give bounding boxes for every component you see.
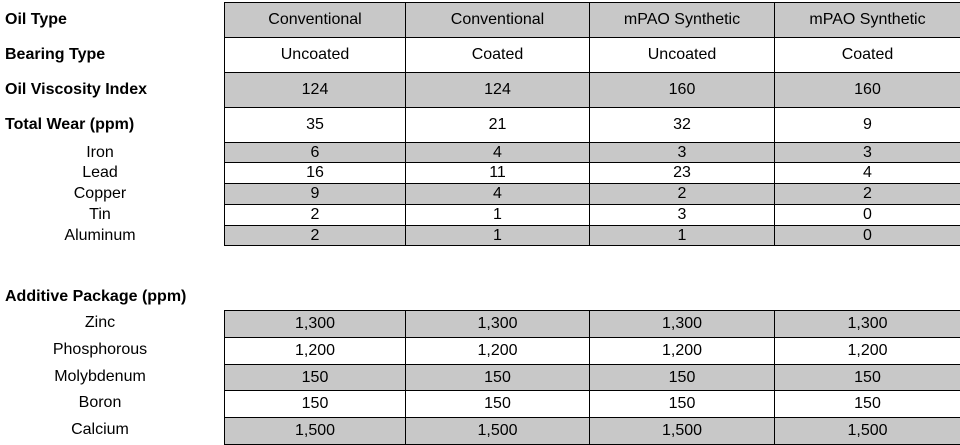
cell: 3: [590, 143, 775, 163]
cell: Conventional: [225, 3, 406, 38]
cell: 23: [590, 163, 775, 184]
cell: 160: [590, 73, 775, 108]
cell: 1,300: [225, 311, 406, 338]
cell: 4: [406, 184, 590, 205]
cell: 150: [406, 365, 590, 391]
cell: 3: [590, 205, 775, 226]
cell: 1,200: [775, 338, 960, 365]
cell: mPAO Synthetic: [775, 3, 960, 38]
cell: Coated: [775, 38, 960, 73]
row-lead: [225, 163, 960, 184]
row-calcium: [225, 418, 960, 445]
cell: 11: [406, 163, 590, 184]
cell: 150: [225, 391, 406, 418]
cell: Conventional: [406, 3, 590, 38]
cell: 0: [775, 226, 960, 246]
wear-comparison-page: Oil Type Bearing Type Oil Viscosity Index Total Wear (ppm) Iron Lead Copper Tin Aluminum Additive Package (ppm) Zinc Phosphorous Molybdenum Boron Calcium Conventional Conventional mPAO Synthetic mPAO Synthetic Uncoated Coated Uncoated Coated 124 124 160 160 35 21 32 9 6 4 3 3 16 11 23 4 9 4 2 2 2 1 3 0 2 1 1 0 1,300 1,300 1,300 1,300 1,200 1,200 1,200 1,200 150 150 150 150 150 150 150 150 1,500 1,500 1,500 1,500: [0, 0, 960, 445]
cell: 2: [225, 205, 406, 226]
cell: 1,300: [775, 311, 960, 338]
cell: 1: [406, 226, 590, 246]
cell: 21: [406, 108, 590, 143]
cell: 150: [406, 391, 590, 418]
cell: 16: [225, 163, 406, 184]
cell: 124: [225, 73, 406, 108]
cell: 9: [775, 108, 960, 143]
cell: 1,300: [590, 311, 775, 338]
wear-table: [224, 2, 960, 246]
row-boron: [225, 391, 960, 418]
row-bearing-type: [225, 38, 960, 73]
cell: 0: [775, 205, 960, 226]
cell: 4: [775, 163, 960, 184]
cell: 1,500: [406, 418, 590, 445]
cell: 2: [590, 184, 775, 205]
cell: 150: [590, 365, 775, 391]
cell: 124: [406, 73, 590, 108]
cell: 1,500: [775, 418, 960, 445]
cell: 32: [590, 108, 775, 143]
cell: 1,200: [406, 338, 590, 365]
cell: 1: [406, 205, 590, 226]
cell: Coated: [406, 38, 590, 73]
cell: 2: [225, 226, 406, 246]
cell: 160: [775, 73, 960, 108]
cell: 6: [225, 143, 406, 163]
additive-table: [224, 310, 960, 445]
cell: mPAO Synthetic: [590, 3, 775, 38]
cell: 1: [590, 226, 775, 246]
cell: 1,500: [225, 418, 406, 445]
cell: 1,300: [406, 311, 590, 338]
cell: 150: [775, 391, 960, 418]
cell: 1,200: [225, 338, 406, 365]
row-zinc: [225, 311, 960, 338]
row-iron: [225, 143, 960, 163]
row-tin: [225, 205, 960, 226]
row-molybdenum: [225, 365, 960, 391]
cell: 150: [590, 391, 775, 418]
cell: Uncoated: [590, 38, 775, 73]
cell: 2: [775, 184, 960, 205]
cell: 3: [775, 143, 960, 163]
cell: 35: [225, 108, 406, 143]
cell: 150: [775, 365, 960, 391]
cell: 9: [225, 184, 406, 205]
cell: 1,200: [590, 338, 775, 365]
cell: 150: [225, 365, 406, 391]
cell: 1,500: [590, 418, 775, 445]
row-total-wear: [225, 108, 960, 143]
row-aluminum: [225, 226, 960, 246]
cell: 4: [406, 143, 590, 163]
row-oil-type: [225, 3, 960, 38]
row-copper: [225, 184, 960, 205]
cell: Uncoated: [225, 38, 406, 73]
row-viscosity-index: [225, 73, 960, 108]
row-phosphorous: [225, 338, 960, 365]
